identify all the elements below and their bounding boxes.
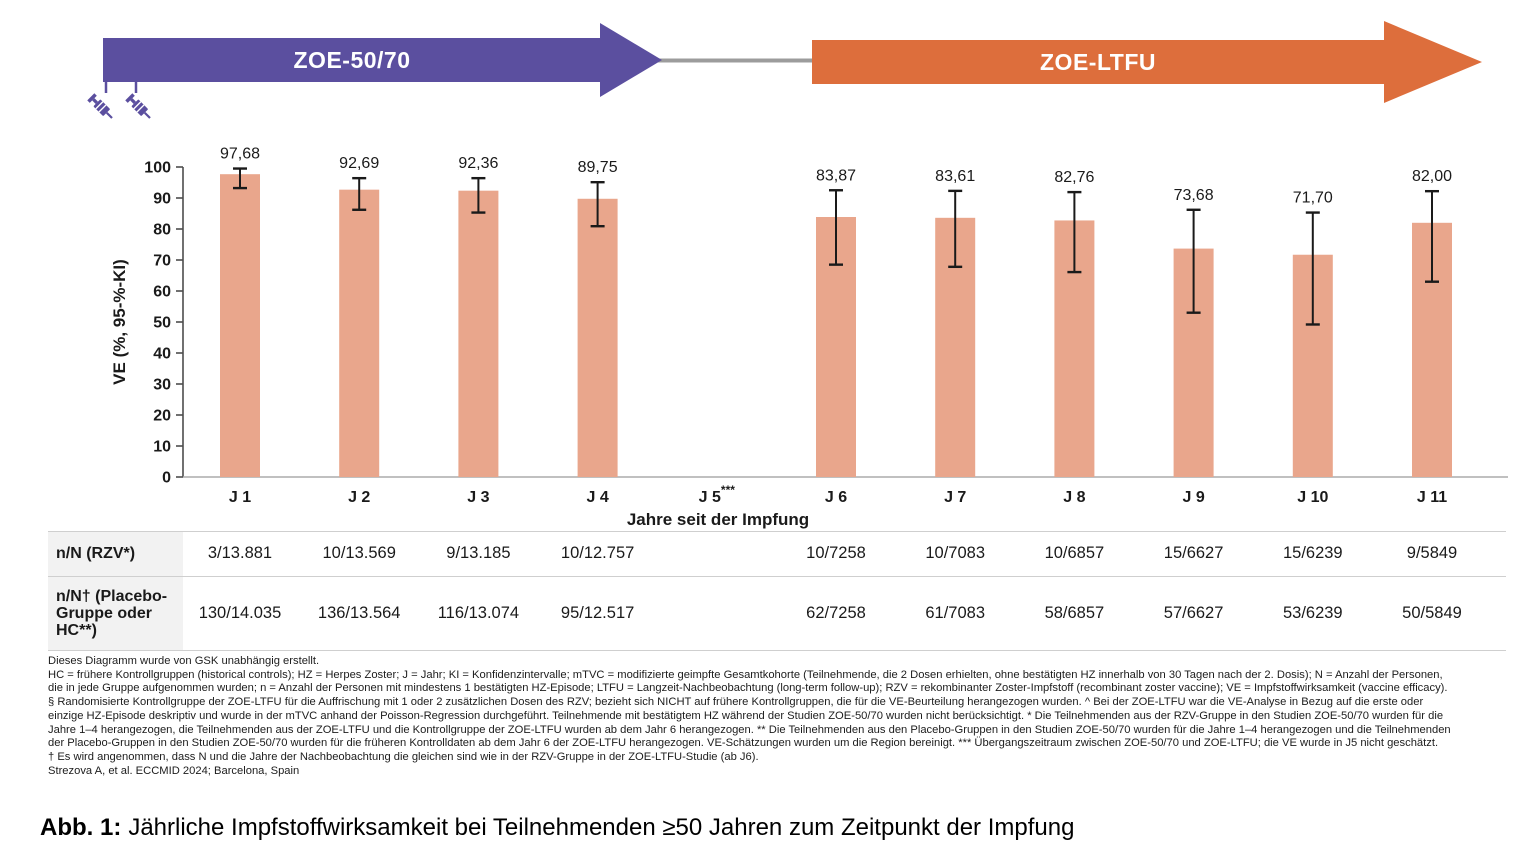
table-cell: 10/7083 xyxy=(925,544,986,562)
table-cell: 130/14.035 xyxy=(198,604,282,622)
study-timeline xyxy=(0,0,1520,132)
footnote-line: Strezova A, et al. ECCMID 2024; Barcelona, Spain xyxy=(48,764,300,777)
x-tick-label: J 2 xyxy=(348,489,371,506)
footnote-line: einzige HZ-Episode deskriptiv und wurde in der mTVC anhand der Poisson-Regression durchgeführt. Teilnehmende mit bestätigtem HZ während der Studien ZOE-50/70 wurden nicht berücksichtigt. * Die Teilnehmenden aus der RZV-Gruppe in den Studien ZOE-50/70 wurden für die xyxy=(48,709,1444,722)
x-tick-label: J 4 xyxy=(586,489,609,506)
bar-value-label: 71,70 xyxy=(1292,189,1333,207)
zoe-50-70-arrow-label: ZOE-50/70 xyxy=(293,47,411,73)
syringe-icon xyxy=(87,93,115,121)
bar-value-label: 92,36 xyxy=(458,155,499,173)
bar-value-label: 83,87 xyxy=(815,167,857,185)
x-tick-label: J 5*** xyxy=(698,483,735,506)
footnote-line: die in jede Gruppe aufgenommen wurden; n = Anzahl der Personen mit mindestens 1 bestätigten HZ-Episode; LTFU = Langzeit-Nachbeobachtung (long-term follow-up); RZV = rekombinanter Zoster-Impfstoff (recombinant zoster vaccine); VE = Impfstoffwirksamkeit (vaccine efficacy). xyxy=(48,682,1448,695)
x-tick-label: J 8 xyxy=(1063,489,1086,506)
footnote-line: der Placebo-Gruppen in den Studien ZOE-50/70 wurden für die früheren Kontrolldaten ab dem Jahr 6 der ZOE-LTFU herangezogen. VE-Schätzungen wurden um die Region bereinigt. *** Übergangszeitraum zwischen ZOE-50/70 und ZOE-LTFU; die VE wurde in J5 nicht geschätzt. xyxy=(48,737,1439,750)
bar-value-label: 97,68 xyxy=(219,145,261,163)
bar-value-label: 89,75 xyxy=(577,159,618,177)
footnote-line: † Es wird angenommen, dass N und die Jahre der Nachbeobachtung die gleichen sind wie in der RZV-Gruppe in der ZOE-LTFU-Studie (ab J6). xyxy=(48,750,759,763)
bar-value-label: 82,76 xyxy=(1054,169,1095,187)
x-tick-label: J 3 xyxy=(467,489,490,506)
figure-caption xyxy=(40,814,1074,842)
y-tick-label: 10 xyxy=(153,438,171,456)
y-tick-label: 70 xyxy=(153,252,171,270)
y-tick-label: 60 xyxy=(153,283,171,301)
x-tick-label: J 7 xyxy=(944,489,967,506)
x-tick-label: J 6 xyxy=(824,489,848,506)
table-cell: 10/6857 xyxy=(1044,544,1105,562)
table-cell: 9/5849 xyxy=(1406,544,1458,562)
table-cell: 136/13.564 xyxy=(317,604,401,622)
bar-value-label: 82,00 xyxy=(1411,168,1453,186)
syringe-icon xyxy=(125,93,153,121)
footnote-line: Dieses Diagramm wurde von GSK unabhängig erstellt. xyxy=(48,655,320,667)
footnote-line: § Randomisierte Kontrollgruppe der ZOE-LTFU für die Auffrischung mit 1 oder 2 zusätzlichen Dosen des RZV; bezieht sich NICHT auf frühere Kontrollgruppen, die für die VE-Beurteilung herangezogen wurden. ^ Bei der ZOE-LTFU war die VE-Analyse in Bezug auf die erste oder xyxy=(48,696,1424,709)
y-tick-label: 90 xyxy=(153,190,171,208)
y-tick-label: 40 xyxy=(153,345,171,363)
table-cell: 116/13.074 xyxy=(437,604,520,622)
table-cell: 50/5849 xyxy=(1402,604,1462,622)
x-tick-label: J 11 xyxy=(1416,489,1448,506)
caption-text: Jährliche Impfstoffwirksamkeit bei Teilnehmenden ≥50 Jahren zum Zeitpunkt der Impfung xyxy=(128,814,1075,841)
table-cell: 58/6857 xyxy=(1044,604,1105,622)
x-tick-label: J 10 xyxy=(1297,489,1329,506)
y-tick-label: 100 xyxy=(144,159,171,177)
table-row-header: n/N† (Placebo- Gruppe oder HC**) xyxy=(56,587,168,639)
footnote-line: HC = frühere Kontrollgruppen (historical controls); HZ = Herpes Zoster; J = Jahr; KI = Konfidenzintervalle; mTVC = modifizierte geimpfte Gesamtkohorte (Teilnehmende, die 2 Dosen erhielten, ohne bestätigten HZ innerhalb von 30 Tagen nach der 2. Dosis); N = Anzahl der Personen, xyxy=(48,668,1443,681)
x-tick-label: J 9 xyxy=(1182,489,1205,506)
caption-prefix: Abb. 1: xyxy=(40,814,122,841)
footnotes xyxy=(48,655,1510,778)
y-tick-label: 20 xyxy=(153,407,171,425)
table-cell: 10/13.569 xyxy=(322,544,396,562)
table-cell: 53/6239 xyxy=(1282,604,1343,622)
table-cell: 15/6239 xyxy=(1282,544,1343,562)
x-tick-label: J 1 xyxy=(228,489,252,506)
y-tick-label: 30 xyxy=(153,376,171,394)
table-cell: 15/6627 xyxy=(1163,544,1224,562)
footnote-line: Jahre 1–4 herangezogen, die Teilnehmenden aus der ZOE-LTFU und die Kontrollgruppe der ZOE-LTFU wurden ab dem Jahr 6 herangezogen. ** Die Teilnehmenden aus den Placebo-Gruppen in den Studien ZOE-50/70 wurden für die Jahre 1–4 herangezogen und die Teilnehmenden xyxy=(48,723,1451,736)
table-row-header: n/N (RZV*) xyxy=(56,545,136,562)
y-tick-label: 50 xyxy=(153,314,171,332)
y-tick-label: 0 xyxy=(162,469,171,487)
bar-j2 xyxy=(339,190,379,477)
y-axis-title: VE (%, 95-%-KI) xyxy=(110,259,129,385)
bar-value-label: 83,61 xyxy=(935,167,976,185)
table-cell: 61/7083 xyxy=(925,604,986,622)
table-cell: 10/12.757 xyxy=(560,544,635,562)
table-cell: 10/7258 xyxy=(806,544,866,562)
table-cell: 9/13.185 xyxy=(446,544,511,562)
ve-bar-chart xyxy=(0,130,1520,532)
table-cell: 95/12.517 xyxy=(560,604,635,622)
table-border-bottom xyxy=(48,650,1506,651)
y-tick-label: 80 xyxy=(153,221,171,239)
table-cell: 62/7258 xyxy=(806,604,866,622)
x-axis-title: Jahre seit der Impfung xyxy=(626,510,810,529)
n-per-N-table xyxy=(0,531,1520,651)
zoe-ltfu-arrow-label: ZOE-LTFU xyxy=(1040,49,1156,75)
bar-j3 xyxy=(458,191,498,477)
bar-j1 xyxy=(220,174,260,477)
table-cell: 3/13.881 xyxy=(207,544,273,562)
bar-value-label: 73,68 xyxy=(1173,186,1214,204)
bar-value-label: 92,69 xyxy=(339,155,380,173)
table-cell: 57/6627 xyxy=(1163,604,1224,622)
bar-j4 xyxy=(578,199,618,477)
